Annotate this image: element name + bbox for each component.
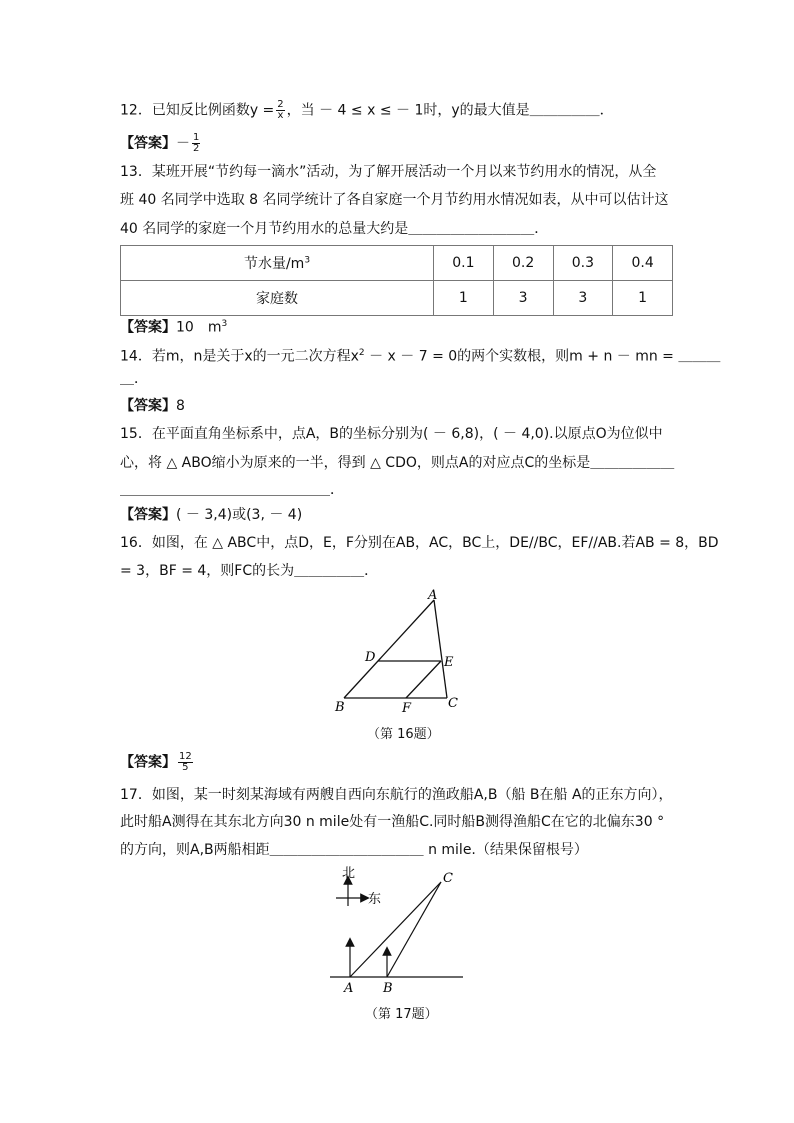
q12-answer-num: 1: [193, 132, 200, 143]
answer-label: 【答案】: [120, 507, 176, 523]
q15-line2: 心，将 △ ABO缩小为原来的一半，得到 △ CDO，则点A的对应点C的坐标是＿＿＿＿＿＿: [120, 455, 675, 471]
table-cell: 0.1: [434, 246, 494, 281]
label-F: F: [402, 701, 412, 715]
table-row: [121, 281, 673, 316]
q16-answer-num: 12: [179, 751, 192, 762]
triangle-figure-16: [330, 585, 470, 715]
q12-fraction: [276, 100, 284, 121]
segment-EF: [406, 661, 441, 698]
q15-line3: ＿＿＿＿＿＿＿＿＿＿＿＿＿＿＿．: [120, 482, 344, 498]
figure-16-caption: （第 16题）: [367, 727, 440, 742]
q16-line2: = 3，BF = 4，则FC的长为＿＿＿＿＿．: [120, 563, 379, 579]
answer-label: 【答案】: [120, 135, 176, 152]
label-C: C: [443, 871, 453, 886]
label-E: E: [444, 655, 454, 670]
q16-line1: 16．如图，在 △ ABC中，点D，E，F分别在AB，AC，BC上，DE//BC，EF//AB.若AB = 8，BD: [120, 535, 719, 551]
q12-answer-den: 2: [193, 143, 200, 154]
q13-line1: 13．某班开展“节约每一滴水”活动，为了解开展活动一个月以来节约用水的情况，从全: [120, 164, 657, 180]
answer-13: [120, 314, 227, 338]
header-sup: 3: [304, 255, 311, 266]
label-A: A: [344, 981, 354, 995]
q17-line3: 的方向，则A,B两船相距＿＿＿＿＿＿＿＿＿＿＿ n mile.（结果保留根号）: [120, 842, 588, 858]
label-C: C: [448, 696, 458, 711]
q13-line3: 40 名同学的家庭一个月节约用水的总量大约是＿＿＿＿＿＿＿＿＿．: [120, 221, 549, 237]
ships-figure-17: [320, 860, 470, 995]
segment-AC: [434, 600, 447, 698]
q12-answer-fraction: [192, 133, 200, 154]
label-B: B: [335, 700, 345, 715]
answer-15: [120, 505, 302, 525]
q14-line2: ＿．: [120, 371, 148, 387]
answer-14: [120, 396, 185, 416]
q14-line1: [120, 343, 720, 367]
answer-12: [120, 133, 202, 154]
q13-answer-sup: 3: [221, 319, 228, 329]
q13-answer-text: 10 m: [176, 319, 222, 336]
answer-16: [120, 752, 195, 773]
answer-label: 【答案】: [120, 398, 176, 414]
answer-label: 【答案】: [120, 319, 176, 336]
q14-answer-text: 8: [176, 398, 185, 414]
table-row: [121, 246, 673, 281]
q12-frac-den: x: [277, 110, 284, 121]
label-D: D: [365, 650, 376, 665]
q16-answer-den: 5: [182, 762, 189, 773]
q14-prefix: 14．若m，n是关于x的一元二次方程x: [120, 348, 359, 365]
answer-label: 【答案】: [120, 754, 176, 771]
table-cell: 0.2: [493, 246, 553, 281]
q15-answer-text: ( － 3,4)或(3, － 4): [176, 507, 303, 523]
q17-line2: 此时船A测得在其东北方向30 n mile处有一渔船C.同时船B测得渔船C在它的北偏东30 °: [120, 814, 665, 830]
q17-line1: 17．如图，某一时刻某海域有两艘自西向东航行的渔政船A,B（船 B在船 A的正东方向），: [120, 787, 673, 803]
q12-suffix: ，当 － 4 ≤ x ≤ － 1时，y的最大值是＿＿＿＿＿．: [286, 102, 614, 119]
table-cell: 3: [553, 281, 613, 316]
table-header-cell: 家庭数: [121, 281, 434, 316]
table-header-cell: [121, 246, 434, 281]
header-text: 节水量/m: [243, 256, 305, 272]
question-12: [120, 100, 614, 121]
label-B: B: [383, 981, 393, 995]
q12-answer-sign: －: [176, 135, 190, 152]
table-cell: 0.3: [553, 246, 613, 281]
table-cell: 1: [434, 281, 494, 316]
label-A: A: [428, 588, 438, 603]
q14-sup: 2: [358, 348, 365, 358]
figure-17-caption: （第 17题）: [365, 1007, 438, 1022]
water-saving-table: [120, 245, 673, 316]
q15-line1: 15．在平面直角坐标系中，点A，B的坐标分别为( － 6,8)，( － 4,0).以原点O为位似中: [120, 426, 663, 442]
table-cell: 1: [613, 281, 673, 316]
label-east: 东: [368, 892, 382, 907]
q13-line2: 班 40 名同学中选取 8 名同学统计了各自家庭一个月节约用水情况如表，从中可以估计这: [120, 192, 669, 208]
q12-frac-num: 2: [277, 99, 284, 110]
q14-suffix: － x － 7 = 0的两个实数根，则m + n － mn = ＿＿＿: [364, 348, 721, 365]
q12-prefix: 12．已知反比例函数y =: [120, 102, 275, 119]
table-cell: 3: [493, 281, 553, 316]
table-cell: 0.4: [613, 246, 673, 281]
q16-answer-fraction: [178, 752, 193, 773]
label-north: 北: [342, 866, 356, 881]
